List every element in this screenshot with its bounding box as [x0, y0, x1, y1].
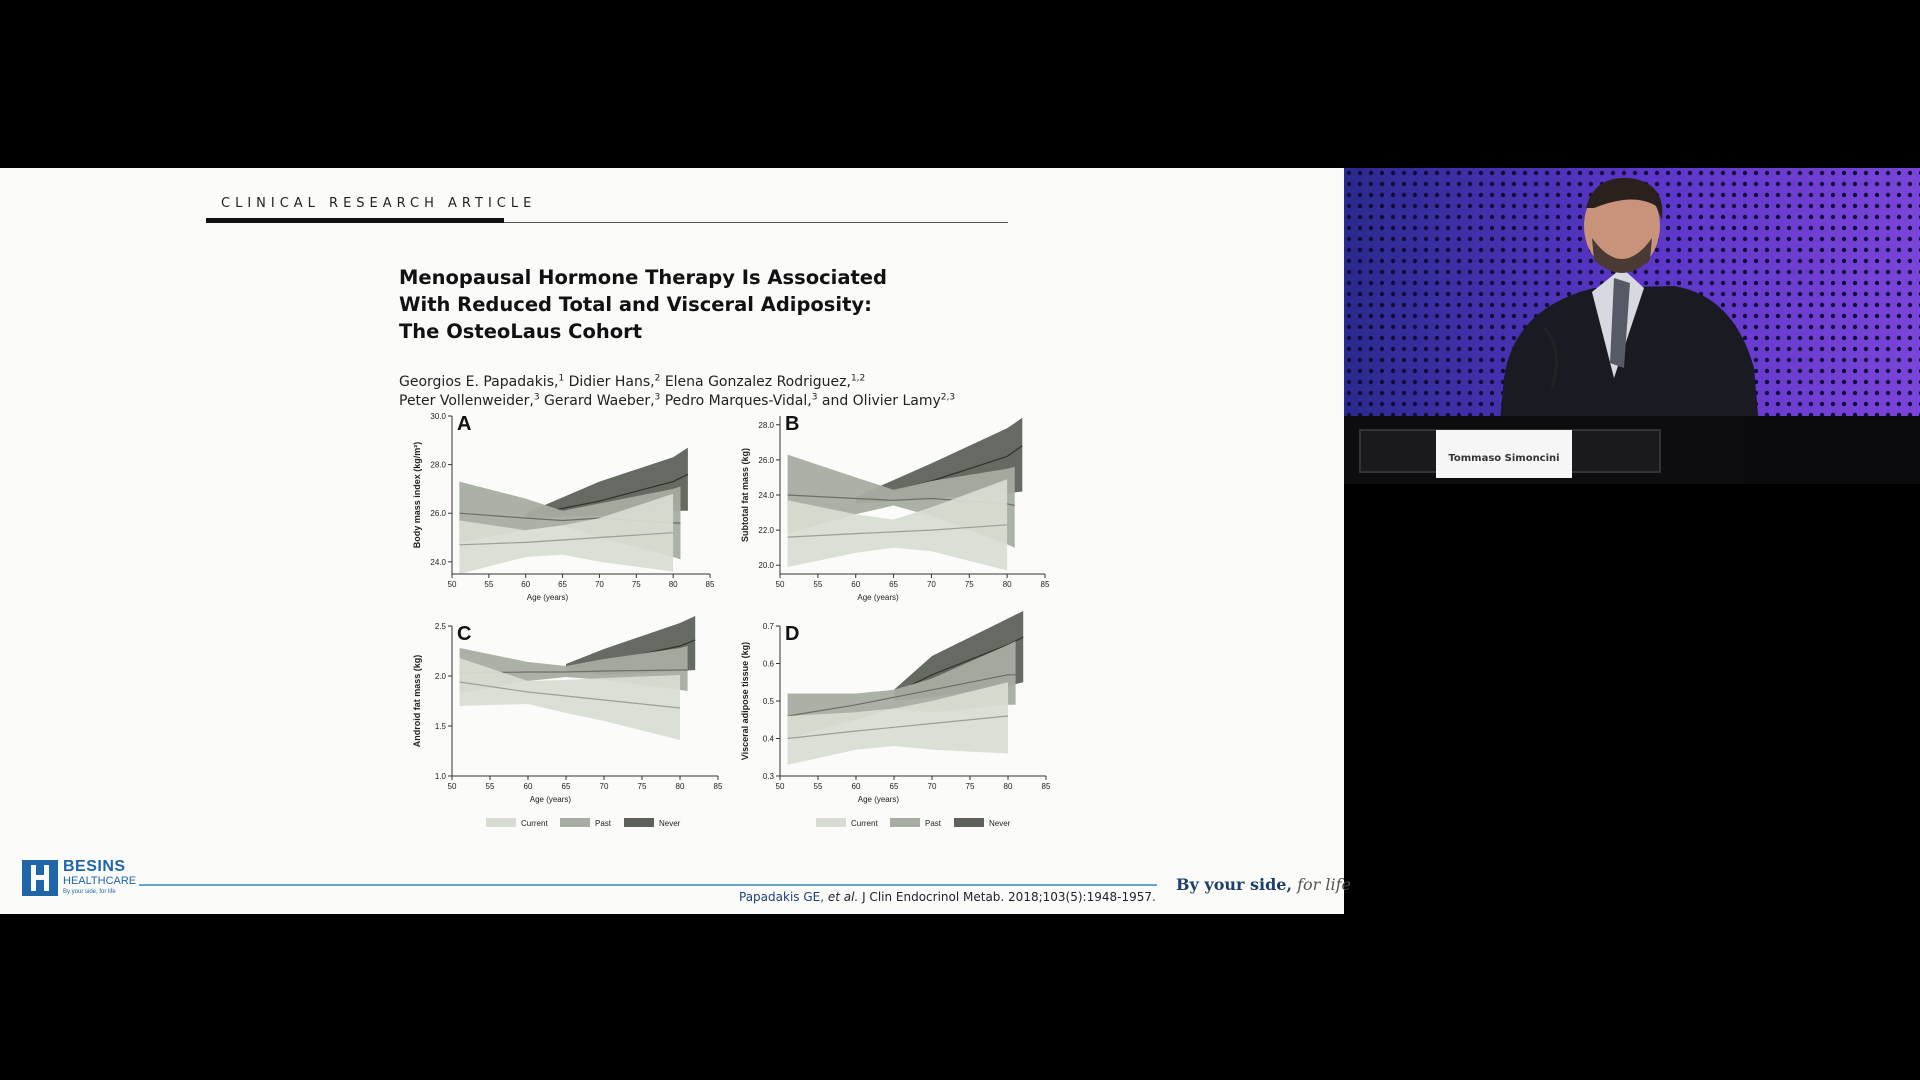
y-axis-label: Visceral adipose tissue (kg) — [740, 641, 750, 761]
author-affiliation: 1 — [558, 373, 565, 384]
author-name: and Olivier Lamy — [821, 393, 941, 409]
legend-label-never: Never — [989, 819, 1011, 828]
speaker-video-frame — [1344, 168, 1920, 484]
x-tick-label: 70 — [926, 580, 936, 589]
author-name: Elena Gonzalez Rodriguez, — [664, 374, 851, 390]
legend-label-past: Past — [595, 819, 612, 828]
legend-swatch-current — [816, 818, 846, 827]
author-name: Peter Vollenweider, — [399, 393, 534, 409]
x-tick-label: 80 — [1003, 782, 1013, 791]
panel-letter: D — [785, 623, 800, 645]
x-tick-label: 75 — [637, 782, 647, 791]
logo-tagline: By your side, for life — [63, 889, 116, 895]
x-tick-label: 65 — [889, 580, 899, 589]
legend-label-never: Never — [659, 819, 681, 828]
x-tick-label: 50 — [447, 580, 457, 589]
x-tick-label: 50 — [775, 580, 785, 589]
x-tick-label: 85 — [1040, 580, 1050, 589]
panel-letter: C — [457, 623, 472, 645]
chart-legend — [816, 818, 1011, 828]
legend-swatch-current — [486, 818, 516, 827]
panel-letter: A — [457, 413, 472, 435]
y-tick-label: 24.0 — [430, 557, 446, 567]
y-tick-label: 0.3 — [762, 772, 774, 781]
author-affiliation: 3 — [533, 392, 540, 403]
logo-name: BESINS — [63, 858, 126, 875]
x-tick-label: 75 — [631, 580, 641, 589]
x-tick-label: 70 — [594, 580, 604, 589]
legend-swatch-never — [954, 818, 984, 827]
panel-letter: B — [785, 413, 800, 435]
citation — [739, 890, 1156, 904]
article-title — [399, 264, 999, 345]
x-tick-label: 75 — [965, 782, 975, 791]
x-tick-label: 80 — [668, 580, 678, 589]
x-tick-label: 55 — [813, 580, 823, 589]
brand-tagline — [1176, 875, 1351, 894]
author-name: Pedro Marques-Vidal, — [664, 393, 812, 409]
chart-panel-b — [740, 413, 1050, 602]
y-tick-label: 26.0 — [758, 455, 774, 465]
figure-panels — [400, 414, 1060, 854]
x-tick-label: 60 — [851, 580, 861, 589]
legend-swatch-never — [624, 818, 654, 827]
y-tick-label: 2.0 — [434, 672, 446, 681]
y-tick-label: 24.0 — [758, 491, 774, 500]
besins-logo-icon — [22, 860, 58, 896]
author-affiliation: 3 — [654, 392, 661, 403]
author-name: Gerard Waeber, — [544, 393, 655, 409]
legend-label-past: Past — [925, 819, 942, 828]
speaker-name: Tommaso Simoncini — [1448, 453, 1560, 464]
x-tick-label: 65 — [561, 782, 571, 791]
y-tick-label: 0.4 — [762, 734, 774, 744]
section-label: CLINICAL RESEARCH ARTICLE — [221, 196, 537, 211]
speaker-video — [1344, 168, 1920, 484]
author-line-1 — [399, 373, 955, 392]
y-axis-label: Body mass index (kg/m²) — [412, 441, 422, 549]
x-tick-label: 60 — [851, 782, 861, 791]
y-tick-label: 1.0 — [434, 772, 446, 781]
x-axis-label: Age (years) — [526, 593, 569, 602]
x-tick-label: 55 — [485, 782, 495, 791]
author-name: Georgios E. Papadakis, — [399, 374, 559, 390]
footer-divider — [139, 884, 1157, 886]
x-tick-label: 85 — [1041, 782, 1051, 791]
x-tick-label: 50 — [447, 782, 457, 791]
x-tick-label: 60 — [523, 782, 533, 791]
title-line: With Reduced Total and Visceral Adiposity: — [399, 293, 872, 316]
citation-etal: et al. — [827, 890, 859, 904]
legend-label-current: Current — [851, 819, 878, 828]
y-tick-label: 0.7 — [762, 622, 774, 631]
x-tick-label: 80 — [675, 782, 685, 791]
title-line: Menopausal Hormone Therapy Is Associated — [399, 266, 887, 289]
y-axis-label: Subtotal fat mass (kg) — [740, 447, 750, 543]
chart-panel-d — [740, 611, 1051, 804]
x-axis-label: Age (years) — [529, 795, 572, 804]
logo-subtitle: HEALTHCARE — [63, 875, 137, 887]
chart-legend — [486, 818, 681, 828]
author-name: Didier Hans, — [568, 374, 655, 390]
chart-panel-a — [412, 412, 715, 602]
author-list — [399, 373, 955, 411]
x-tick-label: 55 — [813, 782, 823, 791]
author-line-2 — [399, 392, 955, 411]
chart-panel-c — [412, 616, 723, 804]
author-affiliation: 2,3 — [940, 392, 956, 403]
y-tick-label: 0.5 — [762, 697, 774, 706]
x-tick-label: 65 — [558, 580, 568, 589]
x-tick-label: 70 — [599, 782, 609, 791]
y-tick-label: 30.0 — [430, 412, 446, 421]
x-tick-label: 85 — [705, 580, 715, 589]
y-tick-label: 2.5 — [434, 622, 446, 631]
y-axis-label: Android fat mass (kg) — [412, 654, 422, 748]
citation-authors: Papadakis GE, — [739, 890, 828, 904]
y-tick-label: 1.5 — [434, 722, 446, 731]
x-tick-label: 85 — [713, 782, 723, 791]
x-tick-label: 70 — [927, 782, 937, 791]
legend-swatch-past — [890, 818, 920, 827]
x-tick-label: 80 — [1002, 580, 1012, 589]
section-rule-thin — [504, 222, 1008, 223]
section-rule-thick — [206, 218, 504, 223]
x-tick-label: 55 — [484, 580, 494, 589]
title-line: The OsteoLaus Cohort — [399, 320, 643, 343]
author-affiliation: 2 — [654, 373, 661, 384]
author-affiliation: 1,2 — [850, 373, 866, 384]
y-tick-label: 0.6 — [762, 659, 774, 669]
legend-swatch-past — [560, 818, 590, 827]
y-tick-label: 28.0 — [758, 420, 774, 430]
tagline-italic: for life — [1292, 875, 1352, 894]
legend-label-current: Current — [521, 819, 548, 828]
y-tick-label: 20.0 — [758, 561, 774, 571]
tagline-bold: By your side, — [1176, 875, 1293, 894]
x-tick-label: 75 — [964, 580, 974, 589]
presentation-slide — [0, 168, 1352, 914]
x-tick-label: 60 — [521, 580, 531, 589]
y-tick-label: 26.0 — [430, 509, 446, 519]
x-tick-label: 50 — [775, 782, 785, 791]
x-axis-label: Age (years) — [857, 795, 900, 804]
author-affiliation: 3 — [811, 392, 818, 403]
x-tick-label: 65 — [889, 782, 899, 791]
y-tick-label: 22.0 — [758, 526, 774, 536]
x-axis-label: Age (years) — [857, 593, 899, 602]
y-tick-label: 28.0 — [430, 460, 446, 470]
citation-journal: J Clin Endocrinol Metab. 2018;103(5):1948-1957. — [858, 890, 1156, 904]
